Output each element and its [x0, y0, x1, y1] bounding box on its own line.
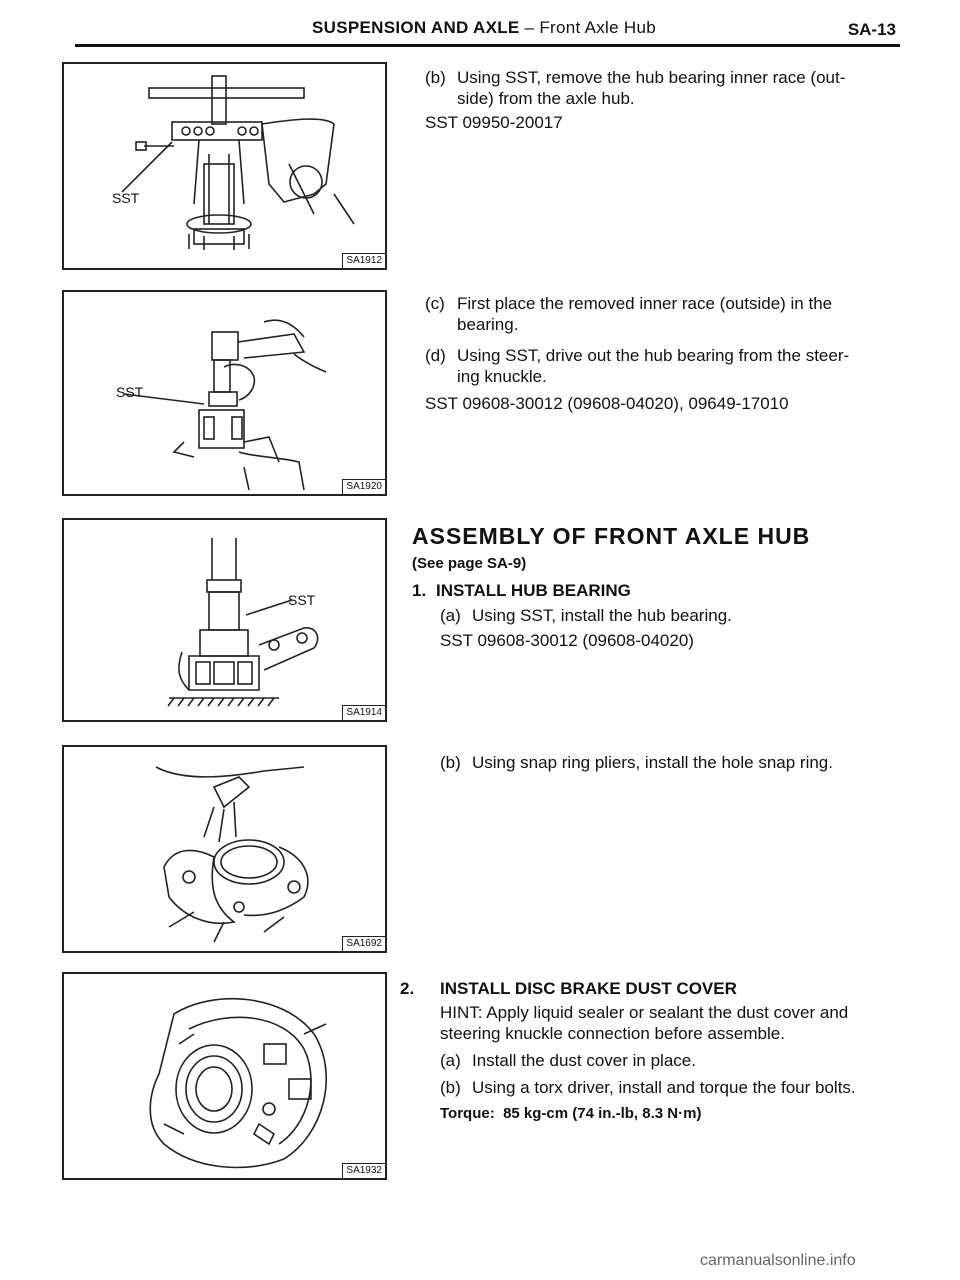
step-tag: (b): [440, 753, 461, 772]
step-text: Using snap ring pliers, install the hole snap ring.: [472, 753, 833, 772]
step-text: First place the removed inner race (outside) in the: [457, 294, 833, 313]
figure-sa1932: [62, 972, 387, 1180]
sst-number: SST 09950-20017: [425, 113, 563, 132]
header-subtitle: Front Axle Hub: [539, 18, 656, 37]
section-title: ASSEMBLY OF FRONT AXLE HUB: [412, 523, 811, 549]
torque-spec: [440, 1103, 701, 1124]
figure-3-callout: SST: [288, 592, 316, 608]
figure-3-code: SA1914: [342, 705, 385, 720]
step-tag: (b): [425, 68, 446, 87]
dust-cover-illustration: [64, 974, 385, 1178]
hint-text-cont: steering knuckle connection before assemble.: [440, 1024, 785, 1043]
figure-sa1692: [62, 745, 387, 953]
step-text-cont: ing knuckle.: [457, 367, 547, 386]
step-tag: (c): [425, 294, 445, 313]
step-text-cont: side) from the axle hub.: [457, 89, 635, 108]
figure-sa1912: [62, 62, 387, 270]
step-b-remove-race: [425, 67, 845, 109]
step-1a: [440, 605, 732, 626]
step-c-place-race: [425, 293, 832, 335]
header-rule: [75, 44, 900, 47]
watermark: carmanualsonline.info: [700, 1252, 856, 1269]
step-2b: [440, 1077, 856, 1098]
hammer-drive-illustration: [64, 292, 385, 494]
step-number: 1.: [412, 581, 427, 600]
step-tag: (a): [440, 606, 461, 625]
step-1b: [440, 752, 833, 773]
step-2-title: [400, 978, 737, 999]
step-text: Using a torx driver, install and torque the four bolts.: [472, 1078, 856, 1097]
step-text-cont: bearing.: [457, 315, 519, 334]
sst-number: SST 09608-30012 (09608-04020): [440, 631, 694, 650]
step-title: INSTALL HUB BEARING: [436, 581, 631, 600]
step-tag: (d): [425, 346, 446, 365]
step-text: Using SST, remove the hub bearing inner race (out-: [457, 68, 846, 87]
figure-sa1920: [62, 290, 387, 496]
header-section: SUSPENSION AND AXLE: [312, 18, 520, 37]
step-1-title: [412, 580, 631, 601]
hint-label: HINT:: [440, 1003, 483, 1022]
step-2a: [440, 1050, 696, 1071]
figure-2-code: SA1920: [342, 479, 385, 494]
torque-value: 85 kg-cm (74 in.-lb, 8.3 N·m): [503, 1105, 702, 1122]
figure-1-code: SA1912: [342, 253, 385, 268]
figure-2-callout: SST: [116, 384, 144, 400]
step-title: INSTALL DISC BRAKE DUST COVER: [440, 979, 737, 998]
snap-ring-illustration: [64, 747, 385, 951]
figure-4-code: SA1692: [342, 936, 385, 951]
header-title: [312, 18, 656, 38]
torque-label: Torque:: [440, 1105, 495, 1122]
bearing-press-illustration: [64, 520, 385, 720]
step-tag: (a): [440, 1051, 461, 1070]
section-ref: (See page SA-9): [412, 555, 527, 572]
page-header: [80, 18, 910, 38]
figure-1-callout: SST: [112, 190, 140, 206]
step-2-hint: [440, 1002, 848, 1044]
step-number: 2.: [400, 979, 415, 998]
step-tag: (b): [440, 1078, 461, 1097]
sst-number: SST 09608-30012 (09608-04020), 09649-17010: [425, 394, 789, 413]
figure-5-code: SA1932: [342, 1163, 385, 1178]
step-text: Install the dust cover in place.: [472, 1051, 696, 1070]
step-text: Using SST, install the hub bearing.: [472, 606, 732, 625]
step-d-drive-out: [425, 345, 849, 387]
hint-text: Apply liquid sealer or sealant the dust cover and: [486, 1003, 849, 1022]
step-text: Using SST, drive out the hub bearing from the steer-: [457, 346, 850, 365]
page-code: SA-13: [847, 20, 896, 39]
header-separator: –: [519, 18, 540, 37]
puller-illustration: [64, 64, 385, 268]
figure-sa1914: [62, 518, 387, 722]
